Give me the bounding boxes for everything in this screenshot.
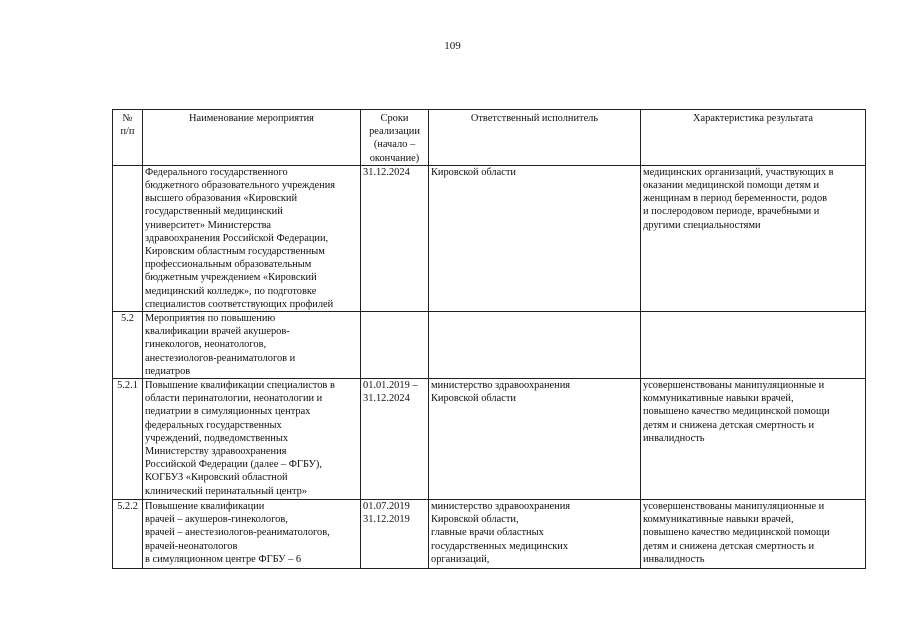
row-name: Повышение квалификации специалистов в области перинатологии, неонатологии и педиатрии в симуляционных центрах федеральных государственных учреждений, подведомственных Министерству здравоохранения Российской Федерации (далее – ФГБУ), КОГБУЗ «Кировский областной клинический перинатальный центр»	[143, 379, 361, 500]
header-period: Сроки реализации (начало – окончание)	[361, 110, 429, 166]
row-name: Мероприятия по повышению квалификации врачей акушеров- гинекологов, неонатологов, анестезиологов-реаниматологов и педиатров	[143, 312, 361, 379]
row-name: Федерального государственного бюджетного образовательного учреждения высшего образования «Кировский государственный медицинский университет» Министерства здравоохранения Российской Федерации, Кировским областным государственным профессиональным образовательным бюджетным учреждением «Кировский медицинский колледж», по подготовке специалистов соответствующих профилей	[143, 165, 361, 311]
row-period: 01.07.2019 31.12.2019	[361, 500, 429, 569]
row-result: медицинских организаций, участвующих в оказании медицинской помощи детям и женщинам в период беременности, родов и послеродовом периоде, врачебными и другими специальностями	[641, 165, 866, 311]
table-row	[113, 500, 866, 569]
row-period: 31.12.2024	[361, 165, 429, 311]
table-header-row	[113, 110, 866, 166]
row-result: усовершенствованы манипуляционные и коммуникативные навыки врачей, повышено качество медицинской помощи детям и снижена детская смертность и инвалидность	[641, 500, 866, 569]
row-period: 01.01.2019 – 31.12.2024	[361, 379, 429, 500]
measures-table	[112, 109, 866, 569]
row-num: 5.2	[113, 312, 143, 379]
row-executor	[429, 312, 641, 379]
table-row	[113, 312, 866, 379]
row-num: 5.2.2	[113, 500, 143, 569]
table-row	[113, 165, 866, 311]
page-number: 109	[444, 40, 461, 52]
row-name: Повышение квалификации врачей – акушеров-гинекологов, врачей – анестезиологов-реаниматологов, врачей-неонатологов в симуляционном центре ФГБУ – 6	[143, 500, 361, 569]
header-result: Характеристика результата	[641, 110, 866, 166]
row-period	[361, 312, 429, 379]
row-num: 5.2.1	[113, 379, 143, 500]
table-row	[113, 379, 866, 500]
header-name: Наименование мероприятия	[143, 110, 361, 166]
row-executor: Кировской области	[429, 165, 641, 311]
header-num: № п/п	[113, 110, 143, 166]
row-num	[113, 165, 143, 311]
row-result: усовершенствованы манипуляционные и коммуникативные навыки врачей, повышено качество медицинской помощи детям и снижена детская смертность и инвалидность	[641, 379, 866, 500]
row-executor: министерство здравоохранения Кировской области, главные врачи областных государственных медицинских организаций,	[429, 500, 641, 569]
row-executor: министерство здравоохранения Кировской области	[429, 379, 641, 500]
header-executor: Ответственный исполнитель	[429, 110, 641, 166]
row-result	[641, 312, 866, 379]
